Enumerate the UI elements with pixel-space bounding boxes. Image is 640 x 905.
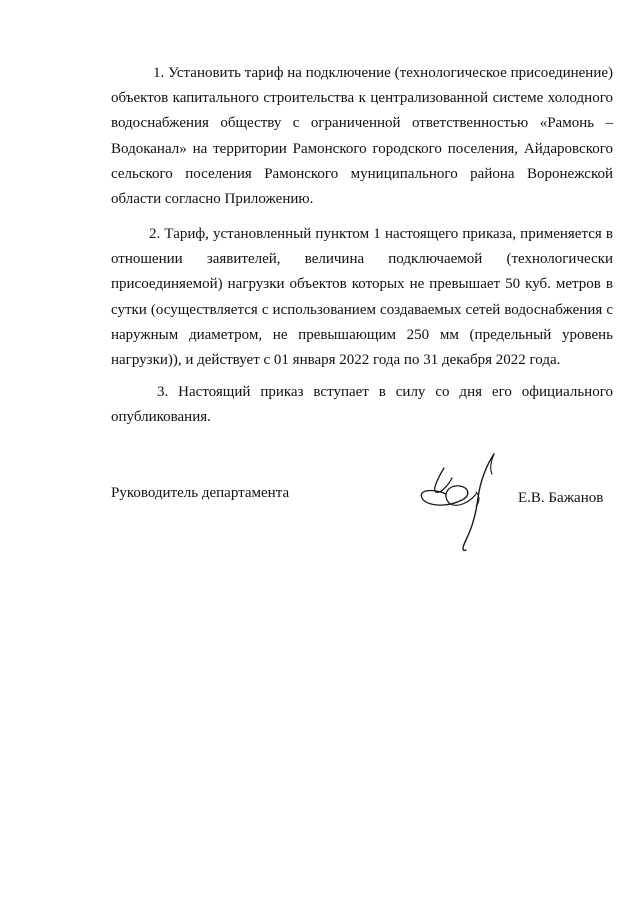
paragraph-2: 2. Тариф, установленный пунктом 1 настоящего приказа, применяется в отношении заявителей, величина подключаемой (технологически присоединяемой) нагрузки объектов которых не превышает 50 куб. метров в сутки (осуществляется с использованием создаваемых сетей водоснабжения с наружным диаметром, не превышающим 250 мм (предельный уровень нагрузки)), и действует с 01 января 2022 года по 31 декабря 2022 года. xyxy=(111,226,613,369)
handwritten-signature xyxy=(410,448,520,568)
signatory-role: Руководитель департамента xyxy=(111,485,290,501)
paragraph-3: 3. Настоящий приказ вступает в силу со дня его официального опубликования. xyxy=(111,384,613,426)
paragraph-1: 1. Установить тариф на подключение (технологическое присоединение) объектов капитального строительства к централизованной системе холодного водоснабжения обществу с ограниченной ответственностью «Рамонь – Водоканал» на территории Рамонского городского поселения, Айдаровского сельского поселения Рамонского муниципального района Воронежской области согласно Приложению. xyxy=(111,65,613,208)
signatory-name: Е.В. Бажанов xyxy=(518,490,604,506)
